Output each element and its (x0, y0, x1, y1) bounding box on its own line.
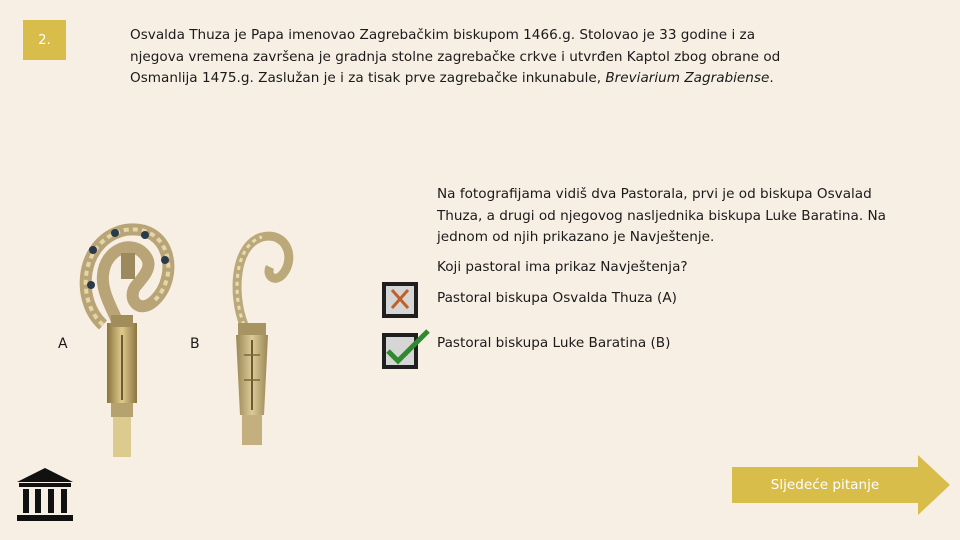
cross-icon (386, 286, 414, 314)
checkmark-icon (386, 337, 414, 365)
crozier-a-image (55, 205, 195, 465)
question-number: 2. (38, 32, 51, 48)
next-question-label: Sljedeće pitanje (770, 477, 880, 493)
description-text: Na fotografijama vidiš dva Pastorala, prvi je od biskupa Osvalad Thuza, a drugi od njegovog nasljednika biskupa Luke Baratina. Na jednom od njih prikazano je Navještenje. (437, 186, 887, 245)
intro-paragraph (130, 25, 800, 90)
intro-text: Osvalda Thuza je Papa imenovao Zagrebačkim biskupom 1466.g. Stolovao je 33 godine i za njegova vremena završena je gradnja stolne zagrebačke crkve i utvrđen Kaptol zbog obrane od Osmanlija 1475.g. Zaslužan je i za tisak prve zagrebačke inkunabule, (130, 27, 781, 86)
question-number-badge (23, 20, 66, 60)
image-label-a: A (58, 336, 68, 352)
museum-icon[interactable] (15, 466, 75, 523)
crozier-b-image (222, 215, 302, 465)
question-text: Koji pastoral ima prikaz Navještenja? (437, 259, 688, 275)
option-a-label[interactable]: Pastoral biskupa Osvalda Thuza (A) (437, 290, 677, 306)
option-b-label[interactable]: Pastoral biskupa Luke Baratina (B) (437, 335, 671, 351)
image-label-b: B (190, 336, 200, 352)
next-question-button[interactable] (732, 455, 950, 515)
intro-end: . (769, 70, 774, 86)
intro-italic-title: Breviarium Zagrabiense (605, 70, 770, 86)
option-a-checkbox[interactable] (382, 282, 418, 318)
option-b-checkbox[interactable] (382, 333, 418, 369)
